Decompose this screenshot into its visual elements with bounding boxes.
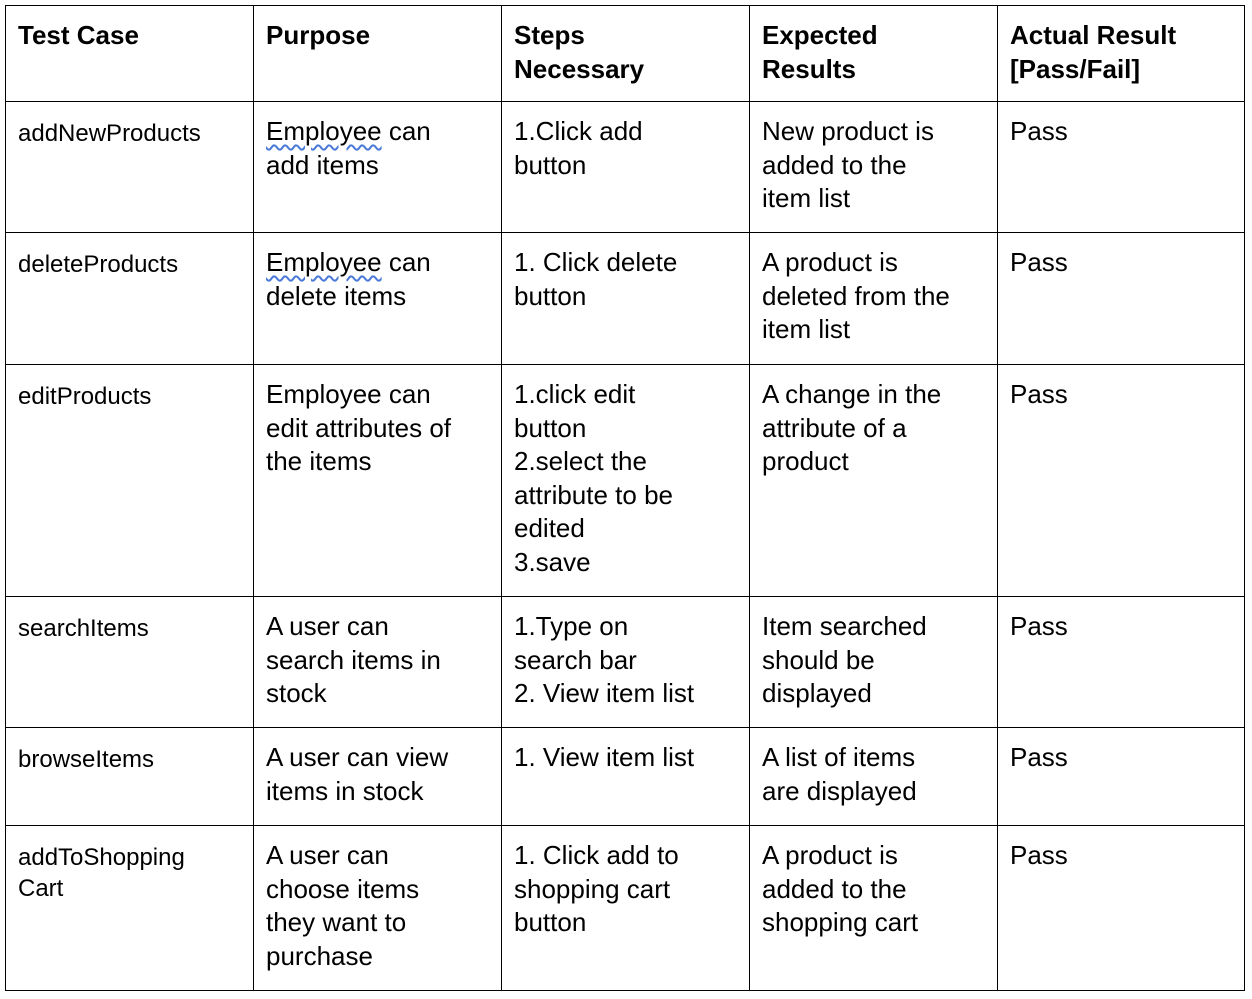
steps-cell: 1.click edit button 2.select the attribute to be edited 3.save (502, 365, 750, 597)
test-case-cell: editProducts (6, 365, 254, 597)
test-case-cell: browseItems (6, 728, 254, 826)
table-row (6, 728, 1245, 826)
steps-cell: 1. Click delete button (502, 233, 750, 365)
expected-cell: A product is added to the shopping cart (750, 826, 998, 991)
steps-cell: 1. Click add to shopping cart button (502, 826, 750, 991)
header-row (6, 6, 1245, 102)
header-actual-result: Actual Result [Pass/Fail] (998, 6, 1245, 102)
table-row (6, 233, 1245, 365)
test-case-table (5, 5, 1245, 991)
expected-cell: New product is added to the item list (750, 102, 998, 233)
actual-result-cell: Pass (998, 597, 1245, 728)
spellcheck-word: Employee (266, 247, 382, 277)
purpose-cell: Employee can add items (254, 102, 502, 233)
actual-result-cell: Pass (998, 728, 1245, 826)
steps-cell: 1. View item list (502, 728, 750, 826)
header-purpose: Purpose (254, 6, 502, 102)
purpose-cell: A user can search items in stock (254, 597, 502, 728)
purpose-cell: A user can view items in stock (254, 728, 502, 826)
header-test-case: Test Case (6, 6, 254, 102)
actual-result-cell: Pass (998, 365, 1245, 597)
table-row (6, 597, 1245, 728)
purpose-cell: A user can choose items they want to purchase (254, 826, 502, 991)
actual-result-cell: Pass (998, 826, 1245, 991)
expected-cell: Item searched should be displayed (750, 597, 998, 728)
header-expected-results: Expected Results (750, 6, 998, 102)
table-row (6, 102, 1245, 233)
actual-result-cell: Pass (998, 233, 1245, 365)
table-row (6, 826, 1245, 991)
expected-cell: A change in the attribute of a product (750, 365, 998, 597)
test-case-cell: searchItems (6, 597, 254, 728)
spellcheck-word: Employee (266, 116, 382, 146)
steps-cell: 1.Type on search bar 2. View item list (502, 597, 750, 728)
test-case-cell: deleteProducts (6, 233, 254, 365)
purpose-cell: Employee can edit attributes of the items (254, 365, 502, 597)
test-case-cell: addNewProducts (6, 102, 254, 233)
actual-result-cell: Pass (998, 102, 1245, 233)
header-steps-necessary: Steps Necessary (502, 6, 750, 102)
purpose-cell: Employee can delete items (254, 233, 502, 365)
expected-cell: A list of items are displayed (750, 728, 998, 826)
table-row (6, 365, 1245, 597)
steps-cell: 1.Click add button (502, 102, 750, 233)
test-case-cell: addToShopping Cart (6, 826, 254, 991)
expected-cell: A product is deleted from the item list (750, 233, 998, 365)
